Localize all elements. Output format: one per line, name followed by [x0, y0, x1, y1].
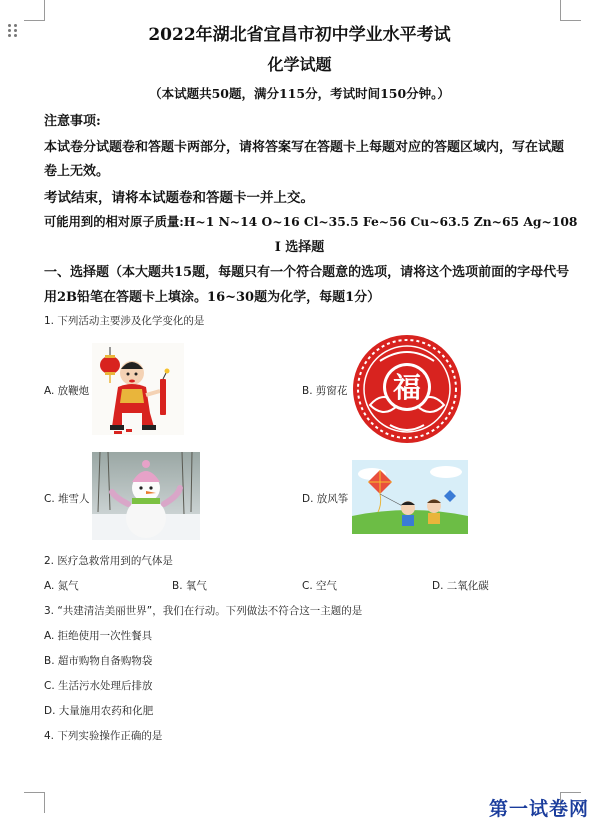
q1-option-c: C. 堆雪人	[44, 493, 90, 505]
exam-subtitle: 化学试题	[267, 55, 332, 74]
q4-stem: 4. 下列实验操作正确的是	[44, 730, 163, 742]
instructions-line-3: 考试结束，请将本试题卷和答题卡一并上交。	[44, 190, 314, 206]
q2-option-d: D. 二氧化碳	[432, 580, 489, 592]
site-watermark: 第一试卷网	[488, 798, 589, 820]
crop-mark-bottom-left	[24, 792, 45, 813]
atomic-mass-line: 可能用到的相对原子质量:H~1 N~14 O~16 Cl~35.5 Fe~56 Cu~63.5 Zn~65 Ag~108	[44, 214, 578, 229]
q3-stem: 3. “共建清洁美丽世界”，我们在行动。下列做法不符合这一主题的是	[44, 605, 363, 617]
kite-image	[352, 460, 468, 534]
section-desc-line-2: 用2B铅笔在答题卡上填涂。16~30题为化学，每题1分）	[44, 290, 381, 305]
section-title: I 选择题	[274, 240, 325, 255]
q1-option-a: A. 放鞭炮	[44, 385, 90, 397]
q1-option-b: B. 剪窗花	[302, 385, 348, 397]
crop-mark-top-left	[24, 0, 45, 21]
q2-stem: 2. 医疗急救常用到的气体是	[44, 555, 173, 567]
crop-mark-top-right	[560, 0, 581, 21]
instructions-heading: 注意事项:	[44, 114, 101, 129]
q2-option-a: A. 氮气	[44, 580, 79, 592]
q3-option-c: C. 生活污水处理后排放	[44, 680, 153, 692]
q3-option-a: A. 拒绝使用一次性餐具	[44, 630, 153, 642]
paper-cut-character: 福	[392, 371, 422, 404]
q3-option-d: D. 大量施用农药和化肥	[44, 705, 154, 717]
instructions-line-2: 卷上无效。	[44, 164, 110, 179]
q3-option-b: B. 超市购物自备购物袋	[44, 655, 153, 667]
exam-note: （本试题共50题，满分115分，考试时间150分钟。）	[149, 86, 450, 101]
instructions-line-1: 本试卷分试题卷和答题卡两部分，请将答案写在答题卡上每题对应的答题区域内，写在试题	[44, 140, 565, 155]
paper-cut-image	[350, 333, 464, 445]
q2-option-c: C. 空气	[302, 580, 338, 592]
snowman-image	[92, 452, 200, 540]
section-desc-line-1: 一、选择题（本大题共15题，每题只有一个符合题意的选项，请将这个选项前面的字母代号	[44, 265, 570, 280]
firecracker-image	[92, 343, 184, 435]
q1-stem: 1. 下列活动主要涉及化学变化的是	[44, 315, 205, 327]
exam-title: 2022年湖北省宜昌市初中学业水平考试	[148, 25, 451, 45]
q1-option-d: D. 放风筝	[302, 493, 349, 505]
q2-option-b: B. 氧气	[172, 580, 207, 592]
